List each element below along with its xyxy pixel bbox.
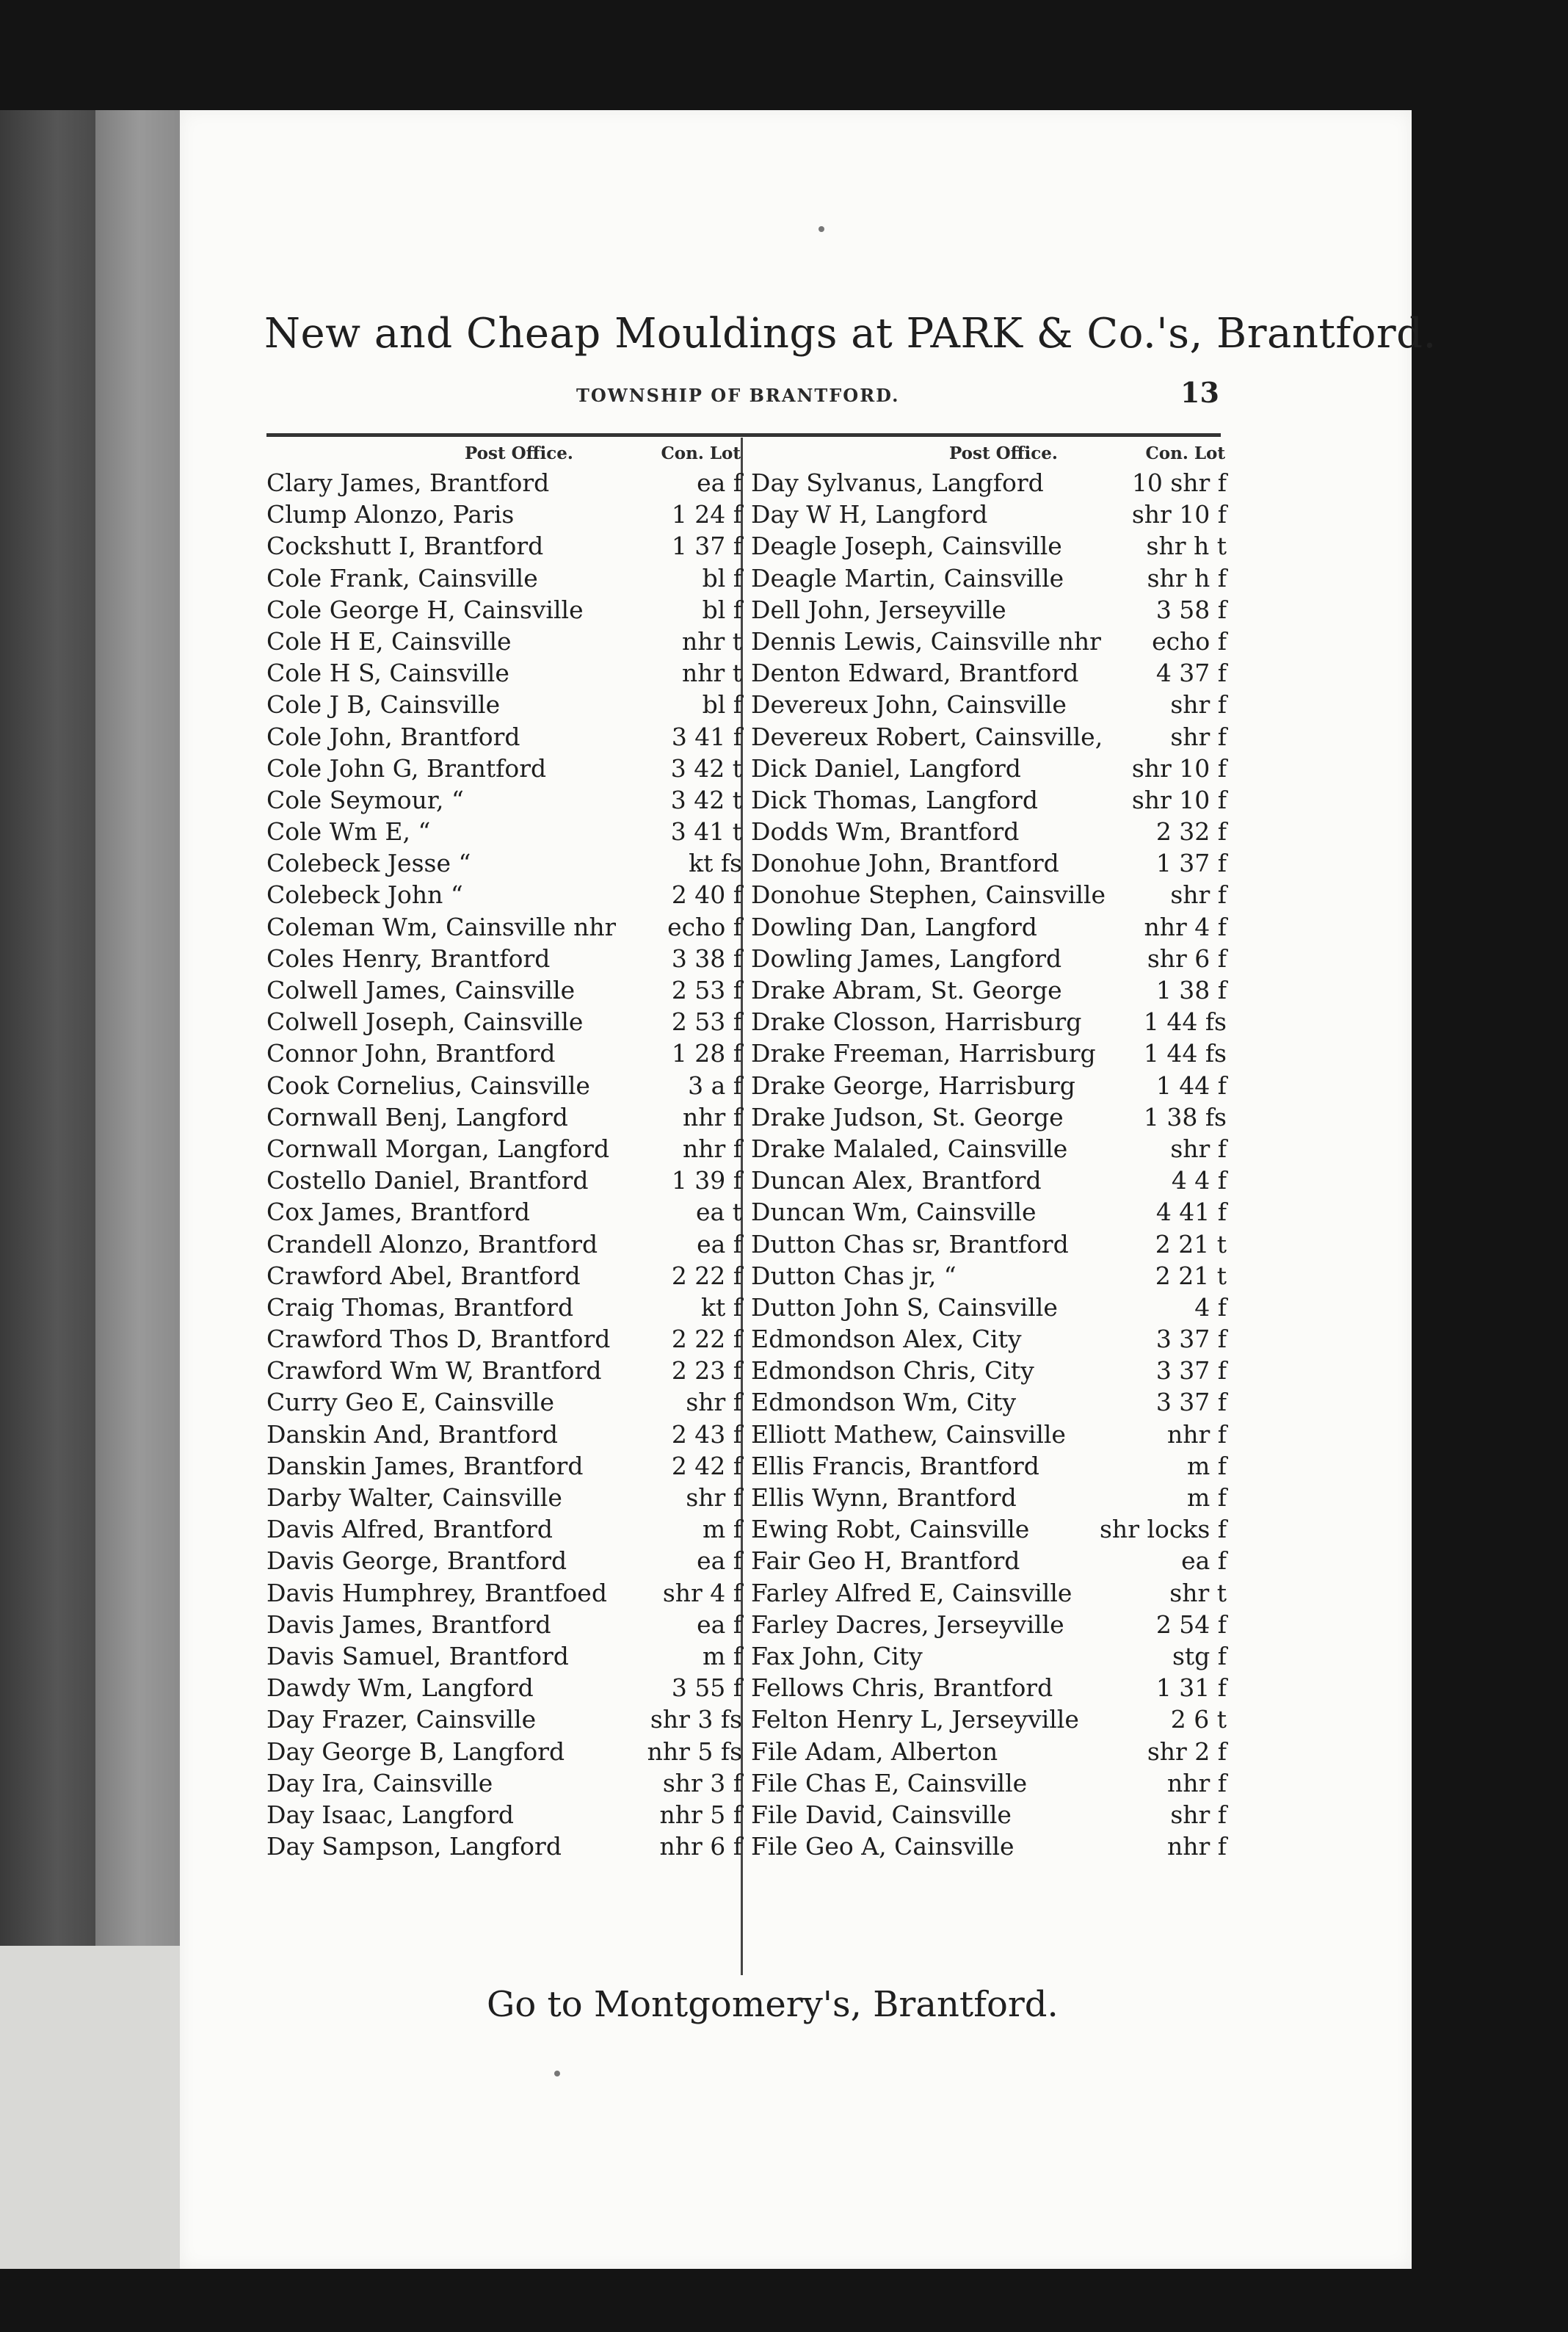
- entry-name: Drake George, Harrisburg: [751, 1071, 1075, 1100]
- entry-name: Cole Wm E, “: [266, 817, 431, 847]
- entry-con-lot: 2 21 t: [1155, 1229, 1227, 1259]
- entry-con-lot: nhr f: [1167, 1419, 1227, 1449]
- entry-name: Dowling Dan, Langford: [751, 912, 1037, 941]
- entry-con-lot: 2 32 f: [1155, 817, 1227, 847]
- directory-entry: [266, 1513, 744, 1545]
- entry-name: Ewing Robt, Cainsville: [751, 1515, 1030, 1544]
- entry-name: Devereux Robert, Cainsville,: [751, 722, 1103, 751]
- entry-name: Drake Freeman, Harrisburg: [751, 1039, 1096, 1068]
- directory-entry: [266, 911, 744, 943]
- entry-name: Day Sylvanus, Langford: [751, 468, 1044, 497]
- entry-con-lot: nhr f: [683, 1134, 742, 1163]
- directory-page: [180, 110, 1437, 2269]
- entry-name: Crawford Wm W, Brantford: [266, 1356, 602, 1386]
- paper-speck: [554, 2071, 560, 2076]
- entry-con-lot: 3 41 t: [670, 817, 742, 847]
- directory-entry: [751, 530, 1228, 562]
- entry-con-lot: bl f: [702, 563, 742, 593]
- directory-entry: [751, 1482, 1228, 1513]
- directory-entry: [751, 1133, 1228, 1165]
- entry-name: Drake Judson, St. George: [751, 1102, 1064, 1131]
- entry-con-lot: 1 24 f: [671, 500, 742, 529]
- entry-con-lot: 4 4 f: [1171, 1166, 1227, 1195]
- directory-entry: [751, 943, 1228, 974]
- directory-entry: [751, 1545, 1228, 1576]
- entry-name: Ellis Francis, Brantford: [751, 1451, 1039, 1480]
- entry-con-lot: 1 38 fs: [1143, 1102, 1227, 1131]
- directory-entry: [266, 1323, 744, 1355]
- entry-name: Cole John, Brantford: [266, 722, 520, 751]
- page-number: 13: [1180, 376, 1219, 409]
- directory-entry: [751, 753, 1228, 784]
- entry-name: Fellows Chris, Brantford: [751, 1673, 1053, 1703]
- entry-name: Cox James, Brantford: [266, 1198, 531, 1227]
- left-column: [266, 441, 744, 1862]
- entry-con-lot: shr f: [1170, 722, 1227, 751]
- entry-con-lot: shr 10 f: [1131, 500, 1227, 529]
- entry-name: Farley Dacres, Jerseyville: [751, 1609, 1064, 1639]
- entry-con-lot: shr f: [686, 1388, 742, 1417]
- entry-name: Crawford Abel, Brantford: [266, 1261, 581, 1290]
- entry-name: Davis Alfred, Brantford: [266, 1515, 553, 1544]
- directory-entry: [266, 689, 744, 720]
- directory-entry: [266, 847, 744, 879]
- entry-con-lot: stg f: [1172, 1641, 1227, 1670]
- entry-name: Craig Thomas, Brantford: [266, 1292, 574, 1322]
- entry-con-lot: 1 37 f: [671, 532, 742, 561]
- entry-con-lot: nhr f: [683, 1102, 742, 1131]
- entry-name: Crawford Thos D, Brantford: [266, 1325, 611, 1354]
- directory-entry: [266, 1831, 744, 1862]
- directory-entry: [266, 1767, 744, 1799]
- entry-name: Clary James, Brantford: [266, 468, 550, 497]
- entry-name: File Adam, Alberton: [751, 1737, 998, 1766]
- header-rule: [266, 433, 1221, 437]
- entry-name: Day Frazer, Cainsville: [266, 1705, 537, 1734]
- entry-con-lot: 2 6 t: [1170, 1705, 1227, 1734]
- entry-name: File Geo A, Cainsville: [751, 1832, 1015, 1861]
- entry-con-lot: ea t: [696, 1198, 742, 1227]
- directory-entry: [266, 1292, 744, 1323]
- entry-con-lot: 1 44 fs: [1143, 1039, 1227, 1068]
- entry-con-lot: 2 22 f: [671, 1325, 742, 1354]
- entry-name: Donohue Stephen, Cainsville: [751, 880, 1106, 910]
- directory-entry: [266, 1482, 744, 1513]
- entry-con-lot: echo f: [1152, 626, 1227, 656]
- entry-con-lot: 2 21 t: [1155, 1261, 1227, 1290]
- entry-con-lot: ea f: [697, 1229, 742, 1259]
- entry-con-lot: 4 f: [1194, 1292, 1227, 1322]
- directory-entry: [751, 1165, 1228, 1196]
- entry-con-lot: nhr t: [681, 659, 742, 688]
- directory-entry: [266, 1038, 744, 1069]
- directory-entry: [751, 657, 1228, 689]
- entry-name: Cole John G, Brantford: [266, 753, 547, 783]
- directory-entry: [266, 1703, 744, 1735]
- entry-con-lot: m f: [1187, 1483, 1227, 1512]
- directory-entry: [751, 1228, 1228, 1260]
- entry-name: Cole H S, Cainsville: [266, 659, 509, 688]
- advertisement-header: New and Cheap Mouldings at PARK & Co.'s, Brantford.: [264, 310, 1437, 358]
- entry-name: Day Isaac, Langford: [266, 1800, 514, 1829]
- entry-con-lot: 3 a f: [688, 1071, 742, 1100]
- entry-con-lot: nhr 4 f: [1144, 912, 1227, 941]
- entry-con-lot: bl f: [702, 690, 742, 720]
- entry-name: Deagle Joseph, Cainsville: [751, 532, 1062, 561]
- entry-name: Elliott Mathew, Cainsville: [751, 1419, 1066, 1449]
- right-entry-list: [751, 467, 1228, 1862]
- directory-entry: [751, 1323, 1228, 1355]
- entry-name: Devereux John, Cainsville: [751, 690, 1067, 720]
- entry-name: Drake Closson, Harrisburg: [751, 1007, 1082, 1037]
- directory-entry: [266, 1577, 744, 1609]
- entry-con-lot: shr locks f: [1100, 1515, 1227, 1544]
- directory-entry: [266, 1165, 744, 1196]
- directory-entry: [266, 784, 744, 816]
- directory-entry: [266, 1133, 744, 1165]
- directory-entry: [751, 467, 1228, 499]
- directory-entry: [751, 816, 1228, 847]
- entry-con-lot: m f: [1187, 1451, 1227, 1480]
- directory-entry: [266, 530, 744, 562]
- post-office-header: Post Office.: [949, 443, 1058, 463]
- entry-con-lot: 10 shr f: [1131, 468, 1227, 497]
- entry-name: Cole Seymour, “: [266, 785, 464, 814]
- directory-entry: [751, 1260, 1228, 1292]
- entry-con-lot: 1 39 f: [671, 1166, 742, 1195]
- directory-entry: [751, 499, 1228, 530]
- entry-con-lot: 3 41 f: [671, 722, 742, 751]
- directory-entry: [751, 1577, 1228, 1609]
- directory-entry: [751, 1101, 1228, 1133]
- entry-name: Dick Daniel, Langford: [751, 753, 1021, 783]
- column-header: [751, 441, 1228, 467]
- advertisement-footer: Go to Montgomery's, Brantford.: [487, 1984, 1059, 2025]
- entry-con-lot: 2 22 f: [671, 1261, 742, 1290]
- entry-name: Dutton John S, Cainsville: [751, 1292, 1058, 1322]
- directory-entry: [751, 1006, 1228, 1038]
- entry-name: Edmondson Chris, City: [751, 1356, 1034, 1386]
- directory-entry: [266, 1419, 744, 1450]
- directory-entry: [751, 594, 1228, 626]
- directory-entry: [266, 1672, 744, 1703]
- con-lot-header: Con. Lot: [1145, 443, 1225, 463]
- entry-con-lot: shr f: [1170, 690, 1227, 720]
- entry-con-lot: 2 40 f: [671, 880, 742, 910]
- entry-con-lot: 3 37 f: [1155, 1388, 1227, 1417]
- entry-con-lot: ea f: [697, 468, 742, 497]
- directory-entry: [266, 974, 744, 1006]
- entry-name: Dodds Wm, Brantford: [751, 817, 1020, 847]
- entry-con-lot: bl f: [702, 595, 742, 624]
- entry-name: Coles Henry, Brantford: [266, 944, 551, 973]
- entry-name: Cole Frank, Cainsville: [266, 563, 538, 593]
- entry-con-lot: ea f: [697, 1609, 742, 1639]
- directory-entry: [266, 1736, 744, 1767]
- entry-name: Fax John, City: [751, 1641, 923, 1670]
- entry-con-lot: 3 42 t: [670, 753, 742, 783]
- entry-name: Denton Edward, Brantford: [751, 659, 1079, 688]
- entry-name: Fair Geo H, Brantford: [751, 1546, 1020, 1576]
- entry-name: Davis George, Brantford: [266, 1546, 567, 1576]
- entry-name: Day Sampson, Langford: [266, 1832, 562, 1861]
- entry-name: Colwell James, Cainsville: [266, 976, 576, 1004]
- directory-entry: [266, 467, 744, 499]
- entry-name: Dawdy Wm, Langford: [266, 1673, 534, 1703]
- directory-entry: [751, 1609, 1228, 1640]
- entry-con-lot: shr f: [1170, 880, 1227, 910]
- entry-con-lot: shr 6 f: [1147, 944, 1227, 973]
- directory-entry: [751, 879, 1228, 910]
- entry-name: Cole J B, Cainsville: [266, 690, 501, 720]
- entry-name: Crandell Alonzo, Brantford: [266, 1229, 598, 1259]
- entry-con-lot: shr 2 f: [1147, 1737, 1227, 1766]
- entry-name: Day Ira, Cainsville: [266, 1768, 493, 1797]
- entry-con-lot: nhr t: [681, 626, 742, 656]
- entry-con-lot: 2 42 f: [671, 1451, 742, 1480]
- directory-entry: [266, 594, 744, 626]
- entry-con-lot: m f: [703, 1641, 742, 1670]
- con-lot-header: Con. Lot: [661, 443, 741, 463]
- directory-entry: [266, 721, 744, 753]
- post-office-header: Post Office.: [465, 443, 573, 463]
- directory-entry: [751, 1767, 1228, 1799]
- running-head: TOWNSHIP OF BRANTFORD.: [576, 385, 900, 406]
- entry-name: Cornwall Benj, Langford: [266, 1102, 568, 1131]
- entry-name: Cole H E, Cainsville: [266, 626, 512, 656]
- directory-entry: [266, 879, 744, 910]
- entry-con-lot: 2 54 f: [1155, 1609, 1227, 1639]
- directory-entry: [751, 721, 1228, 753]
- entry-name: Felton Henry L, Jerseyville: [751, 1705, 1079, 1734]
- entry-name: Cornwall Morgan, Langford: [266, 1134, 610, 1163]
- directory-entry: [266, 1386, 744, 1418]
- entry-con-lot: shr f: [1170, 1134, 1227, 1163]
- entry-con-lot: 3 37 f: [1155, 1356, 1227, 1386]
- entry-con-lot: 1 44 fs: [1143, 1007, 1227, 1037]
- entry-con-lot: shr 4 f: [662, 1578, 742, 1607]
- directory-entry: [751, 1799, 1228, 1831]
- directory-entry: [266, 1545, 744, 1576]
- entry-name: Coleman Wm, Cainsville nhr: [266, 912, 617, 941]
- entry-name: Cook Cornelius, Cainsville: [266, 1071, 590, 1100]
- entry-name: Deagle Martin, Cainsville: [751, 563, 1064, 593]
- directory-entry: [266, 1101, 744, 1133]
- entry-con-lot: nhr 6 f: [659, 1832, 742, 1861]
- entry-con-lot: shr h f: [1147, 563, 1227, 593]
- entry-con-lot: nhr f: [1167, 1768, 1227, 1797]
- directory-entry: [751, 1450, 1228, 1482]
- entry-name: Davis James, Brantford: [266, 1609, 551, 1639]
- directory-entry: [751, 1831, 1228, 1862]
- entry-name: Colwell Joseph, Cainsville: [266, 1007, 584, 1037]
- entry-name: Ellis Wynn, Brantford: [751, 1483, 1017, 1512]
- entry-name: Dowling James, Langford: [751, 944, 1062, 973]
- entry-con-lot: 3 42 t: [670, 785, 742, 814]
- entry-con-lot: 1 37 f: [1155, 849, 1227, 878]
- entry-con-lot: 1 38 f: [1155, 976, 1227, 1004]
- entry-name: Duncan Alex, Brantford: [751, 1166, 1042, 1195]
- directory-entry: [751, 1736, 1228, 1767]
- entry-con-lot: shr h t: [1146, 532, 1227, 561]
- directory-entry: [751, 1419, 1228, 1450]
- entry-con-lot: 1 28 f: [671, 1039, 742, 1068]
- entry-name: Dennis Lewis, Cainsville nhr: [751, 626, 1101, 656]
- entry-con-lot: kt f: [701, 1292, 742, 1322]
- entry-con-lot: kt fs: [689, 849, 742, 878]
- entry-con-lot: 3 58 f: [1155, 595, 1227, 624]
- entry-con-lot: 2 43 f: [671, 1419, 742, 1449]
- entry-con-lot: 1 31 f: [1155, 1673, 1227, 1703]
- entry-con-lot: echo f: [667, 912, 742, 941]
- entry-con-lot: shr f: [686, 1483, 742, 1512]
- directory-entry: [751, 911, 1228, 943]
- entry-con-lot: shr f: [1170, 1800, 1227, 1829]
- entry-name: Duncan Wm, Cainsville: [751, 1198, 1037, 1227]
- directory-entry: [266, 816, 744, 847]
- backing-card: [0, 1946, 198, 2269]
- entry-name: Dell John, Jerseyville: [751, 595, 1006, 624]
- directory-entry: [266, 626, 744, 657]
- entry-name: Farley Alfred E, Cainsville: [751, 1578, 1072, 1607]
- entry-con-lot: 2 53 f: [671, 1007, 742, 1037]
- entry-con-lot: 3 37 f: [1155, 1325, 1227, 1354]
- entry-name: Davis Samuel, Brantford: [266, 1641, 569, 1670]
- entry-name: File Chas E, Cainsville: [751, 1768, 1028, 1797]
- directory-entry: [266, 1228, 744, 1260]
- entry-name: Connor John, Brantford: [266, 1039, 556, 1068]
- entry-con-lot: 3 55 f: [671, 1673, 742, 1703]
- entry-name: Edmondson Alex, City: [751, 1325, 1022, 1354]
- entry-name: Costello Daniel, Brantford: [266, 1166, 589, 1195]
- entry-con-lot: 1 44 f: [1155, 1071, 1227, 1100]
- right-column: [751, 441, 1228, 1862]
- entry-con-lot: shr 3 f: [662, 1768, 742, 1797]
- entry-con-lot: shr t: [1169, 1578, 1227, 1607]
- directory-entry: [266, 1070, 744, 1101]
- column-header: [266, 441, 744, 467]
- directory-entry: [266, 1799, 744, 1831]
- binding-edge: [0, 110, 95, 1946]
- entry-name: Dick Thomas, Langford: [751, 785, 1038, 814]
- entry-name: Dutton Chas jr, “: [751, 1261, 957, 1290]
- directory-entry: [751, 847, 1228, 879]
- entry-con-lot: 2 53 f: [671, 976, 742, 1004]
- entry-name: Danskin James, Brantford: [266, 1451, 584, 1480]
- directory-entry: [751, 1672, 1228, 1703]
- entry-name: Curry Geo E, Cainsville: [266, 1388, 555, 1417]
- entry-name: Dutton Chas sr, Brantford: [751, 1229, 1069, 1259]
- directory-entry: [751, 1355, 1228, 1386]
- directory-entry: [751, 1513, 1228, 1545]
- directory-entry: [266, 1355, 744, 1386]
- entry-con-lot: 2 23 f: [671, 1356, 742, 1386]
- left-entry-list: [266, 467, 744, 1862]
- directory-entry: [751, 1640, 1228, 1672]
- entry-con-lot: shr 10 f: [1131, 753, 1227, 783]
- directory-entry: [266, 1260, 744, 1292]
- directory-entry: [266, 657, 744, 689]
- entry-con-lot: ea f: [1181, 1546, 1227, 1576]
- directory-entry: [266, 1450, 744, 1482]
- entry-name: Edmondson Wm, City: [751, 1388, 1017, 1417]
- directory-entry: [751, 974, 1228, 1006]
- entry-name: Colebeck John “: [266, 880, 463, 910]
- directory-entry: [266, 1640, 744, 1672]
- entry-name: Drake Abram, St. George: [751, 976, 1062, 1004]
- entry-con-lot: ea f: [697, 1546, 742, 1576]
- entry-name: Darby Walter, Cainsville: [266, 1483, 562, 1512]
- entry-name: Donohue John, Brantford: [751, 849, 1059, 878]
- entry-con-lot: shr 10 f: [1131, 785, 1227, 814]
- adjacent-page-edge: [95, 110, 184, 1946]
- directory-entry: [751, 1292, 1228, 1323]
- entry-name: Drake Malaled, Cainsville: [751, 1134, 1068, 1163]
- entry-con-lot: 4 37 f: [1155, 659, 1227, 688]
- entry-name: Day George B, Langford: [266, 1737, 565, 1766]
- directory-entry: [266, 1609, 744, 1640]
- entry-con-lot: nhr 5 fs: [647, 1737, 742, 1766]
- entry-con-lot: nhr 5 f: [659, 1800, 742, 1829]
- entry-name: Clump Alonzo, Paris: [266, 500, 515, 529]
- directory-entry: [266, 1196, 744, 1228]
- paper-speck: [819, 226, 824, 232]
- entry-name: Davis Humphrey, Brantfoed: [266, 1578, 607, 1607]
- entry-name: Cole George H, Cainsville: [266, 595, 584, 624]
- entry-con-lot: shr 3 fs: [650, 1705, 742, 1734]
- directory-entry: [266, 753, 744, 784]
- entry-name: Danskin And, Brantford: [266, 1419, 558, 1449]
- directory-entry: [266, 562, 744, 594]
- entry-con-lot: nhr f: [1167, 1832, 1227, 1861]
- directory-entry: [751, 1703, 1228, 1735]
- entry-con-lot: m f: [703, 1515, 742, 1544]
- directory-entry: [751, 1038, 1228, 1069]
- directory-entry: [751, 784, 1228, 816]
- entry-con-lot: 4 41 f: [1155, 1198, 1227, 1227]
- directory-entry: [751, 626, 1228, 657]
- entry-name: Cockshutt I, Brantford: [266, 532, 544, 561]
- directory-entry: [266, 1006, 744, 1038]
- directory-entry: [751, 1386, 1228, 1418]
- directory-entry: [751, 562, 1228, 594]
- directory-entry: [266, 499, 744, 530]
- entry-name: Day W H, Langford: [751, 500, 988, 529]
- entry-name: File David, Cainsville: [751, 1800, 1012, 1829]
- entry-con-lot: 3 38 f: [671, 944, 742, 973]
- entry-name: Colebeck Jesse “: [266, 849, 471, 878]
- directory-entry: [751, 1196, 1228, 1228]
- directory-entry: [751, 1070, 1228, 1101]
- directory-entry: [266, 943, 744, 974]
- directory-entry: [751, 689, 1228, 720]
